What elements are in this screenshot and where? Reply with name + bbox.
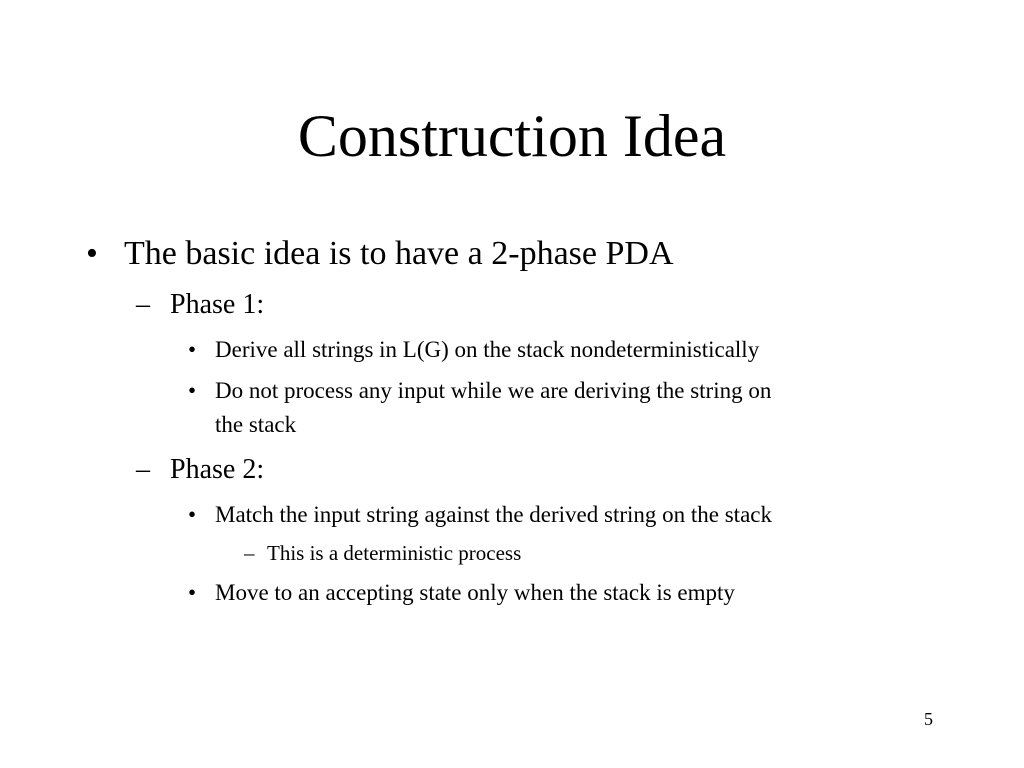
- page-number: 5: [924, 709, 933, 729]
- bullet-marker: •: [86, 235, 98, 272]
- dash-marker: –: [136, 289, 150, 320]
- slide-title: Construction Idea: [297, 103, 727, 169]
- bullet-marker: •: [188, 502, 197, 527]
- bullet-text-line: Do not process any input while we are deriving the string on: [215, 378, 772, 403]
- bullet-text: Derive all strings in L(G) on the stack nondeterministically: [215, 337, 760, 362]
- phase-label: Phase 1:: [170, 289, 265, 320]
- dash-marker: –: [136, 454, 150, 485]
- bullet-text: The basic idea is to have a 2-phase PDA: [124, 235, 674, 272]
- bullet-marker: •: [188, 580, 197, 605]
- bullet-marker: •: [188, 378, 197, 403]
- bullet-text-line: the stack: [215, 412, 297, 437]
- dash-marker: –: [244, 541, 255, 565]
- bullet-marker: •: [188, 337, 197, 362]
- bullet-text: Move to an accepting state only when the stack is empty: [215, 580, 735, 605]
- bullet-text: Match the input string against the derived string on the stack: [215, 502, 772, 527]
- sub-bullet-text: This is a deterministic process: [267, 541, 522, 565]
- phase-label: Phase 2:: [170, 454, 265, 485]
